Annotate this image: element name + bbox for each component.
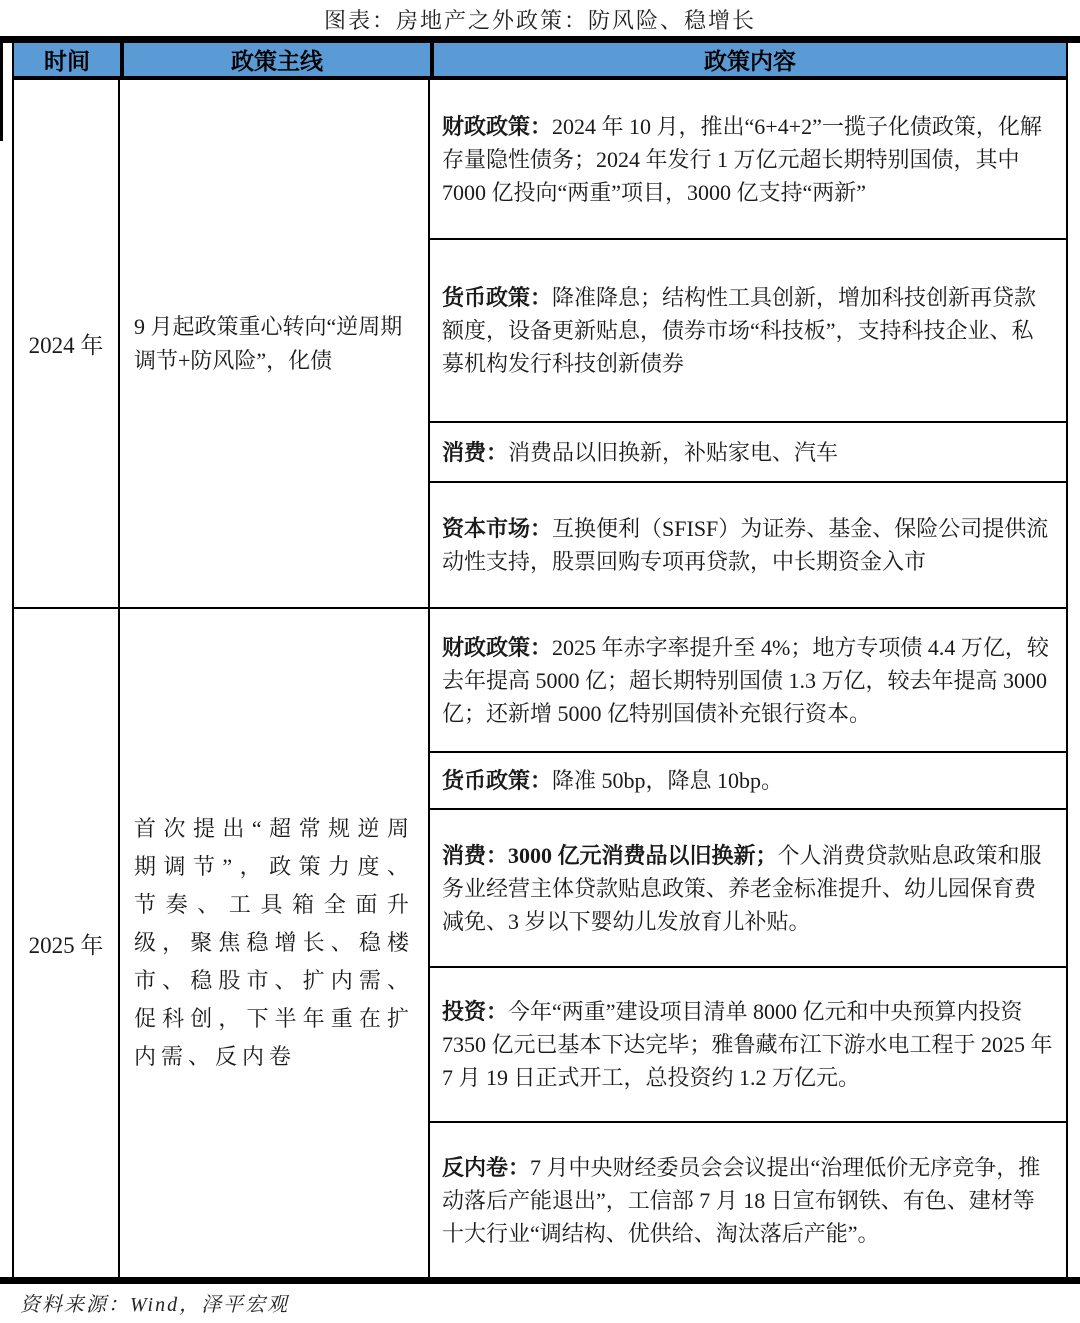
policy-text bbox=[442, 512, 1054, 578]
policy-item-fiscal-2024 bbox=[430, 80, 1066, 240]
policy-text bbox=[442, 631, 1054, 730]
policy-item-monetary-2025 bbox=[430, 753, 1066, 810]
policy-body: 降准 50bp，降息 10bp。 bbox=[552, 768, 784, 793]
policy-text bbox=[442, 764, 783, 797]
policy-item-capital-market-2024 bbox=[430, 483, 1066, 607]
policy-item-monetary-2024 bbox=[430, 240, 1066, 423]
policy-body: 今年“两重”建设项目清单 8000 亿元和中央预算内投资 7350 亿元已基本下达完毕；雅鲁藏布江下游水电工程于 2025 年 7 月 19 日正式开工，总投资约 1.2 万亿元。 bbox=[442, 999, 1053, 1090]
policy-text bbox=[442, 436, 838, 469]
policy-body: 降准降息；结构性工具创新，增加科技创新再贷款额度，设备更新贴息，债券市场“科技板”，支持科技企业、私募机构发行科技创新债券 bbox=[442, 285, 1037, 376]
mainline-text-2024: 9 月起政策重心转向“逆周期调节+防风险”，化债 bbox=[134, 313, 403, 373]
header-time: 时间 bbox=[44, 49, 90, 74]
header-content: 政策内容 bbox=[430, 43, 1066, 76]
policy-body: 7 月中央财经委员会会议提出“治理低价无序竞争，推动落后产能退出”，工信部 7 月 18 日宣布钢铁、有色、建材等十大行业“调结构、优供给、淘汰落后产能”。 bbox=[442, 1154, 1041, 1246]
table-row-2025 bbox=[14, 609, 1066, 1277]
policy-text bbox=[442, 839, 1054, 938]
content-cell-2024 bbox=[430, 80, 1066, 607]
policy-body: 2024 年 10 月，推出“6+4+2”一揽子化债政策，化解存量隐性债务；2024 年发行 1 万亿元超长期特别国债，其中 7000 亿投向“两重”项目，3000 亿支持“两新” bbox=[442, 113, 1042, 205]
time-cell-2024: 2024 年 bbox=[14, 80, 120, 607]
mainline-cell-2024 bbox=[120, 80, 430, 607]
policy-text bbox=[442, 281, 1054, 380]
source-note: 资料来源：Wind，泽平宏观 bbox=[20, 1294, 290, 1316]
left-edge-mark bbox=[0, 43, 3, 141]
policy-body: 个人消费贷款贴息政策和服务业经营主体贷款贴息政策、养老金标准提升、幼儿园保育费减免、3 岁以下婴幼儿发放育儿补贴。 bbox=[442, 842, 1042, 934]
policy-label: 消费：3000 亿元消费品以旧换新； bbox=[442, 842, 778, 868]
policy-label: 货币政策： bbox=[442, 768, 553, 793]
policy-label: 消费： bbox=[442, 439, 509, 465]
header-mainline: 政策主线 bbox=[120, 43, 430, 76]
policy-text bbox=[442, 110, 1054, 209]
policy-label: 反内卷： bbox=[442, 1154, 531, 1180]
table-row-2024 bbox=[14, 80, 1066, 609]
page-title: 图表：房地产之外政策：防风险、稳增长 bbox=[323, 8, 756, 33]
policy-body: 互换便利（SFISF）为证券、基金、保险公司提供流动性支持，股票回购专项再贷款，中长期资金入市 bbox=[442, 516, 1049, 574]
policy-label: 货币政策： bbox=[442, 285, 553, 310]
content-cell-2025 bbox=[430, 609, 1066, 1277]
mainline-text-2025: 首次提出“超常规逆周期调节”，政策力度、节奏、工具箱全面升级，聚焦稳增长、稳楼市、稳股市、扩内需、促科创，下半年重在扩内需、反内卷 bbox=[134, 816, 414, 1069]
policy-item-consumption-2024 bbox=[430, 423, 1066, 483]
policy-body: 2025 年赤字率提升至 4%；地方专项债 4.4 万亿，较去年提高 5000 亿；超长期特别国债 1.3 万亿，较去年提高 3000 亿；还新增 5000 亿特别国债补充银行资本。 bbox=[442, 634, 1049, 726]
policy-label: 财政政策： bbox=[442, 113, 553, 139]
policy-label: 投资： bbox=[442, 999, 509, 1024]
policy-text bbox=[442, 995, 1054, 1094]
policy-label: 资本市场： bbox=[442, 516, 553, 541]
policy-item-consumption-2025 bbox=[430, 810, 1066, 968]
mainline-cell-2025 bbox=[120, 609, 430, 1277]
time-cell-2025: 2025 年 bbox=[14, 609, 120, 1277]
policy-text bbox=[442, 1151, 1054, 1250]
bottom-divider bbox=[0, 1277, 1080, 1284]
policy-item-fiscal-2025 bbox=[430, 609, 1066, 753]
policy-item-anti-involution-2025 bbox=[430, 1123, 1066, 1277]
policy-item-investment-2025 bbox=[430, 968, 1066, 1123]
policy-body: 消费品以旧换新，补贴家电、汽车 bbox=[508, 439, 839, 465]
table-header-row bbox=[14, 43, 1066, 80]
policy-label: 财政政策： bbox=[442, 634, 553, 660]
top-divider bbox=[0, 36, 1080, 43]
policy-table bbox=[12, 43, 1068, 1277]
